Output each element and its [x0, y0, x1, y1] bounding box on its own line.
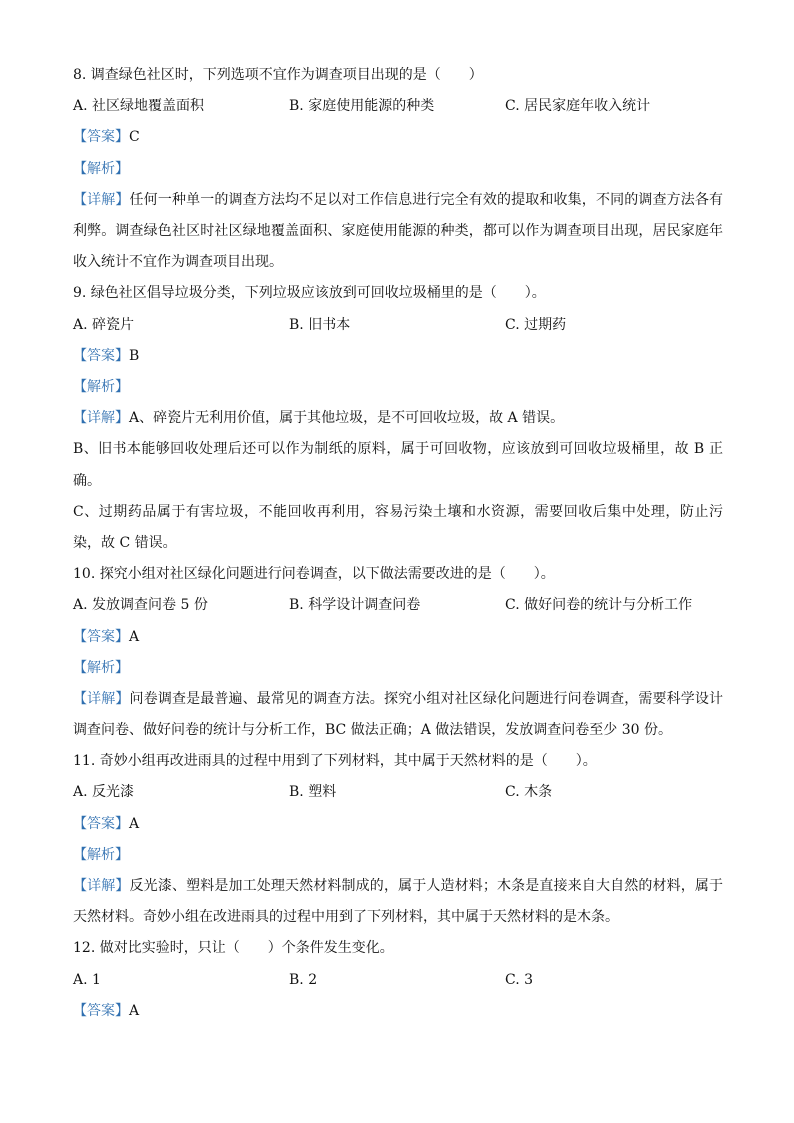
option-a: A. 社区绿地覆盖面积 [73, 98, 205, 115]
option-c: C. 居民家庭年收入统计 [505, 98, 651, 115]
detail-tag: 【详解】 [73, 878, 130, 895]
answer-line [73, 996, 723, 1027]
detail-text: 反光漆、塑料是加工处理天然材料制成的，属于人造材料；木条是直接来自大自然的材料，属于天然材料。奇妙小组在改进雨具的过程中用到了下列材料，其中属于天然材料的是木条。 [73, 878, 724, 926]
detail-tag: 【详解】 [73, 410, 129, 427]
answer-tag: 【答案】 [73, 129, 129, 146]
answer-line [73, 341, 723, 372]
answer-line [73, 622, 723, 653]
detail-paragraph [73, 403, 723, 434]
answer-tag: 【答案】 [73, 1002, 129, 1019]
detail-text: 问卷调查是最普遍、最常见的调查方法。探究小组对社区绿化问题进行问卷调查，需要科学设计调查问卷、做好问卷的统计与分析工作，BC 做法正确；A 做法错误，发放调查问卷至少 30 份。 [73, 690, 724, 739]
option-a: A. 发放调查问卷 5 份 [73, 597, 208, 614]
analysis-tag: 【解析】 [73, 378, 129, 395]
option-c: C. 3 [505, 971, 534, 988]
answer-value: A [129, 628, 140, 645]
option-a: A. 1 [73, 971, 101, 988]
answer-tag: 【答案】 [73, 815, 129, 832]
analysis-tag: 【解析】 [73, 659, 129, 676]
question-10-options [73, 590, 723, 621]
option-c: C. 过期药 [505, 316, 567, 333]
answer-tag: 【答案】 [73, 347, 129, 364]
detail-paragraph: B、旧书本能够回收处理后还可以作为制纸的原料，属于可回收物，应该放到可回收垃圾桶里，故 B 正确。 [73, 441, 723, 489]
answer-line [73, 122, 723, 153]
option-c: C. 木条 [505, 784, 553, 801]
question-10: 10. 探究小组对社区绿化问题进行问卷调查，以下做法需要改进的是（ ）。 [73, 566, 555, 583]
option-b: B. 科学设计调查问卷 [289, 597, 421, 614]
option-c: C. 做好问卷的统计与分析工作 [505, 597, 693, 614]
detail-text: 任何一种单一的调查方法均不足以对工作信息进行完全有效的提取和收集，不同的调查方法各有利弊。调查绿色社区时社区绿地覆盖面积、家庭使用能源的种类，都可以作为调查项目出现，居民家庭年收入统计不宜作为调查项目出现。 [73, 191, 724, 271]
question-9-options [73, 310, 723, 341]
answer-tag: 【答案】 [73, 628, 129, 645]
question-8: 8. 调查绿色社区时，下列选项不宜作为调查项目出现的是（ ） [73, 67, 483, 83]
analysis-line [73, 653, 723, 684]
option-a: A. 碎瓷片 [73, 316, 135, 333]
option-b: B. 塑料 [289, 784, 337, 801]
question-11: 11. 奇妙小组再改进雨具的过程中用到了下列材料，其中属于天然材料的是（ ）。 [73, 753, 597, 770]
answer-value: A [129, 815, 140, 832]
analysis-tag: 【解析】 [73, 846, 129, 863]
answer-value: A [129, 1002, 140, 1019]
detail-tag: 【详解】 [73, 690, 130, 707]
question-12: 12. 做对比实验时，只让（ ）个条件发生变化。 [73, 940, 394, 957]
detail-paragraph [73, 684, 723, 746]
question-9: 9. 绿色社区倡导垃圾分类，下列垃圾应该放到可回收垃圾桶里的是（ ）。 [73, 285, 546, 302]
option-a: A. 反光漆 [73, 784, 135, 801]
analysis-tag: 【解析】 [73, 160, 129, 177]
analysis-line [73, 372, 723, 403]
question-12-options [73, 965, 723, 996]
option-b: B. 旧书本 [289, 316, 351, 333]
question-8-options [73, 91, 723, 122]
detail-tag: 【详解】 [73, 191, 130, 208]
answer-value: B [129, 347, 140, 364]
detail-paragraph [73, 185, 723, 279]
analysis-line [73, 840, 723, 871]
detail-text: A、碎瓷片无利用价值，属于其他垃圾，是不可回收垃圾，故 A 错误。 [129, 410, 565, 427]
answer-line [73, 809, 723, 840]
option-b: B. 家庭使用能源的种类 [289, 98, 435, 115]
answer-value: C [129, 129, 140, 146]
analysis-line [73, 154, 723, 185]
detail-paragraph [73, 871, 723, 933]
option-b: B. 2 [289, 971, 318, 988]
question-11-options [73, 777, 723, 808]
document-page [73, 60, 723, 1027]
detail-paragraph: C、过期药品属于有害垃圾，不能回收再利用，容易污染土壤和水资源，需要回收后集中处理，防止污染，故 C 错误。 [73, 503, 723, 551]
